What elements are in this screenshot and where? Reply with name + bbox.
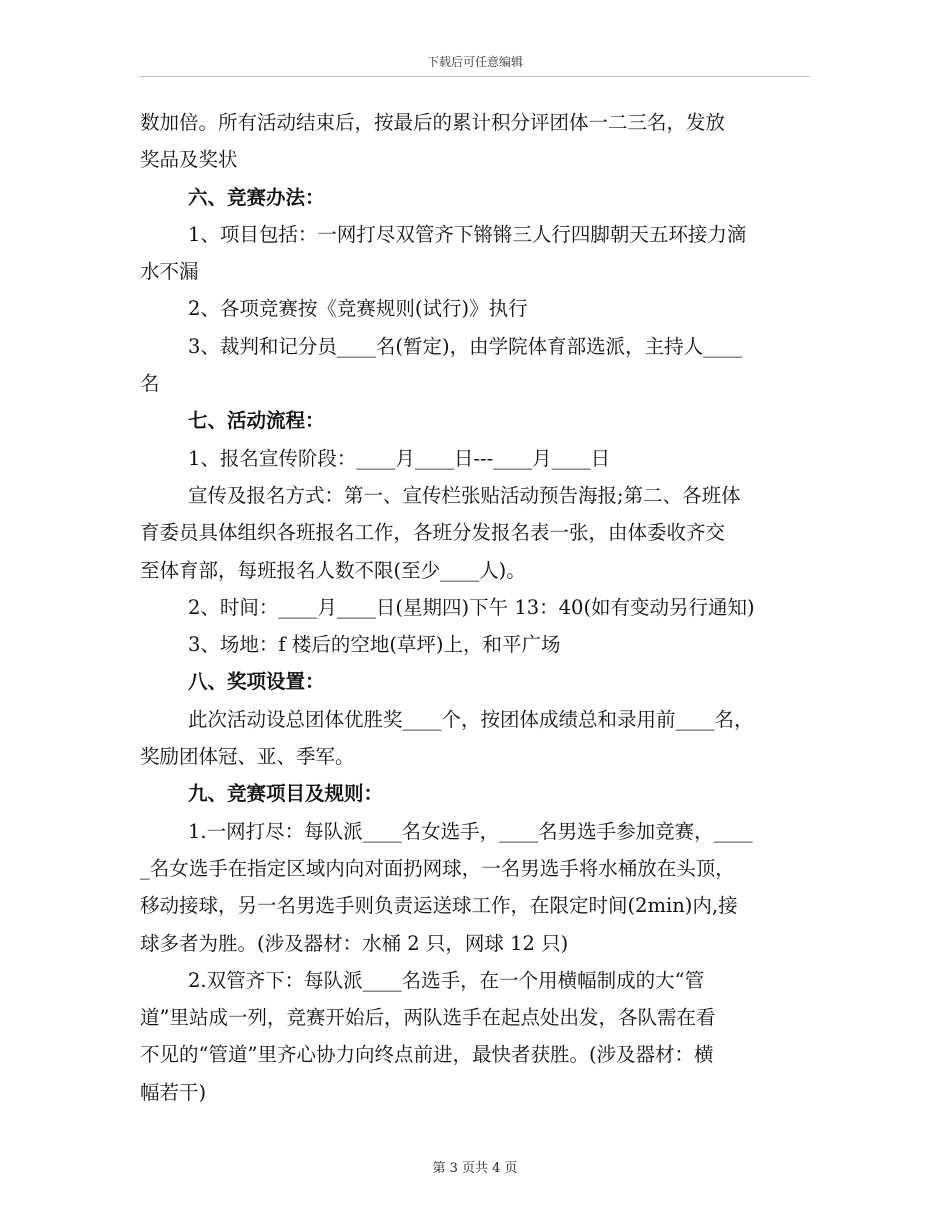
text-line: 1.一网打尽：每队派____名女选手，____名男选手参加竞赛，____	[188, 819, 753, 843]
text-line: 3、场地：f 楼后的空地(草坪)上，和平广场	[188, 633, 561, 657]
text-line: _名女选手在指定区域内向对面扔网球，一名男选手将水桶放在头顶，	[140, 856, 735, 880]
text-line: 道”里站成一列，竞赛开始后，两队选手在起点处出发，各队需在看	[140, 1006, 716, 1030]
text-line: 奖励团体冠、亚、季军。	[140, 745, 355, 769]
text-line: 1、项目包括：一网打尽双管齐下锵锵三人行四脚朝天五环接力滴	[188, 222, 747, 246]
section-heading: 八、奖项设置：	[188, 670, 325, 694]
text-line: 1、报名宣传阶段：____月____日---____月____日	[188, 446, 611, 470]
text-line: 2、时间：____月____日(星期四)下午 13：40(如有变动另行通知)	[188, 595, 755, 619]
page-footer: 第 3 页共 4 页	[432, 1161, 518, 1176]
text-line: 名	[140, 372, 160, 396]
section-heading: 六、竞赛办法：	[188, 185, 325, 209]
text-line: 此次活动设总团体优胜奖____个，按团体成绩总和录用前____名，	[188, 707, 754, 731]
text-line: 至体育部，每班报名人数不限(至少____人)。	[140, 558, 526, 582]
text-line: 宣传及报名方式：第一、宣传栏张贴活动预告海报;第二、各班体	[188, 483, 741, 507]
text-line: 水不漏	[140, 260, 199, 284]
text-line: 3、裁判和记分员____名(暂定)，由学院体育部选派，主持人____	[188, 334, 743, 358]
text-line: 球多者为胜。(涉及器材：水桶 2 只，网球 12 只)	[140, 931, 569, 955]
section-heading: 九、竞赛项目及规则：	[188, 782, 384, 806]
text-line: 移动接球，另一名男选手则负责运送球工作，在限定时间(2min)内,接	[140, 894, 738, 918]
page-header: 下载后可任意编辑	[426, 55, 523, 69]
text-line: 2.双管齐下：每队派____名选手，在一个用横幅制成的大“管	[188, 968, 705, 992]
text-line: 奖品及奖状	[140, 148, 238, 172]
text-line: 数加倍。所有活动结束后，按最后的累计积分评团体一二三名，发放	[140, 111, 726, 134]
text-line: 2、各项竞赛按《竞赛规则(试行)》执行	[188, 297, 528, 321]
section-heading: 七、活动流程：	[188, 409, 325, 433]
text-line: 育委员具体组织各班报名工作，各班分发报名表一张，由体委收齐交	[140, 521, 726, 545]
header-divider	[140, 76, 810, 77]
document-body	[140, 104, 812, 1111]
text-line: 不见的“管道”里齐心协力向终点前进，最快者获胜。(涉及器材：横	[140, 1043, 714, 1067]
text-line: 幅若干)	[140, 1080, 207, 1104]
